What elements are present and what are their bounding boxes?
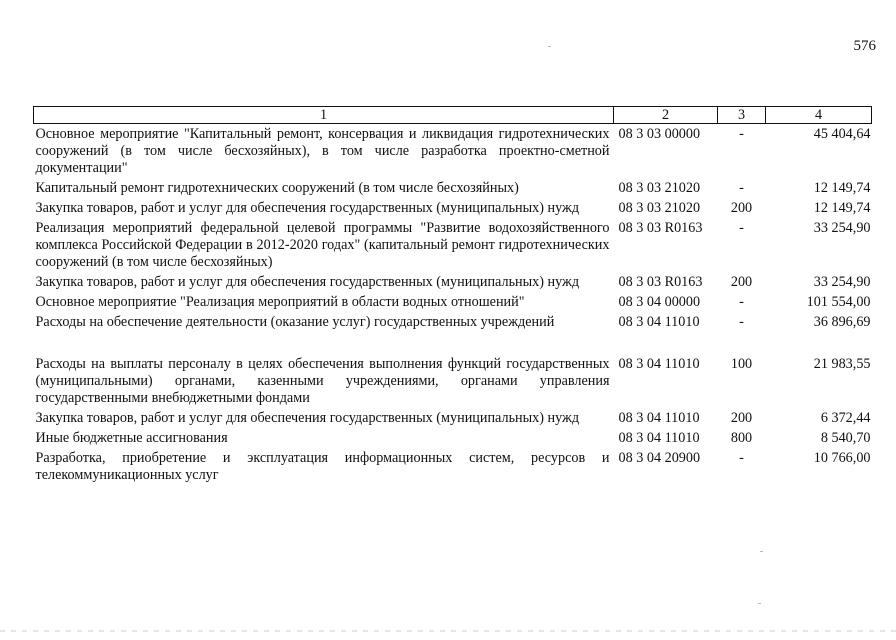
row-expense-type: 200 [730, 410, 753, 426]
row-description: Основное мероприятие "Реализация мероприятий в области водных отношений" [35, 294, 525, 310]
row-code: 08 3 04 11010 [618, 430, 700, 446]
row-expense-type: 100 [730, 356, 753, 372]
row-expense-type: - [739, 314, 744, 330]
table-row [34, 200, 872, 220]
row-description: Капитальный ремонт гидротехнических сооружений (в том числе бесхозяйных) [35, 180, 519, 196]
table-row [34, 294, 872, 314]
scan-speck [760, 551, 763, 552]
scan-speck [758, 603, 761, 604]
row-description: Разработка, приобретение и эксплуатация информационных систем, ресурсов и телекоммуникационных услуг [35, 450, 610, 483]
row-description: Закупка товаров, работ и услуг для обеспечения государственных (муниципальных) нужд [35, 200, 580, 216]
row-description: Расходы на обеспечение деятельности (оказание услуг) государственных учреждений [35, 314, 555, 330]
row-amount: 8 540,70 [820, 430, 871, 446]
table-header [34, 107, 872, 124]
row-code: 08 3 04 00000 [618, 294, 701, 310]
row-code: 08 3 03 R0163 [618, 220, 703, 236]
row-amount: 10 766,00 [813, 450, 871, 466]
row-description: Иные бюджетные ассигнования [35, 430, 228, 446]
row-expense-type: - [739, 126, 744, 142]
row-code: 08 3 04 11010 [618, 356, 700, 372]
row-code: 08 3 03 21020 [618, 200, 701, 216]
row-amount: 12 149,74 [813, 200, 871, 216]
table-body [34, 124, 872, 488]
row-description: Закупка товаров, работ и услуг для обеспечения государственных (муниципальных) нужд [35, 410, 580, 426]
table-row [34, 124, 872, 181]
row-expense-type: - [739, 294, 744, 310]
row-amount: 101 554,00 [806, 294, 871, 310]
row-description: Закупка товаров, работ и услуг для обеспечения государственных (муниципальных) нужд [35, 274, 580, 290]
table-row [34, 410, 872, 430]
table-row [34, 334, 872, 410]
page-number: 576 [853, 38, 876, 54]
row-expense-type: 200 [730, 274, 753, 290]
row-amount: 6 372,44 [820, 410, 871, 426]
row-code: 08 3 04 20900 [618, 450, 701, 466]
row-code: 08 3 04 11010 [618, 314, 700, 330]
row-description: Реализация мероприятий федеральной целевой программы "Развитие водохозяйственного комплекса Российской Федерации в 2012-2020 годах" (капитальный ремонт гидротехнических сооружений (в том числе бесхозяйных) [35, 220, 610, 270]
row-amount: 21 983,55 [813, 356, 871, 372]
row-code: 08 3 03 00000 [618, 126, 701, 142]
row-expense-type: - [739, 220, 744, 236]
row-amount: 45 404,64 [813, 126, 871, 142]
row-amount: 36 896,69 [813, 314, 871, 330]
table-row [34, 430, 872, 450]
budget-table [33, 106, 872, 487]
scan-noise-line [0, 630, 896, 632]
table-row [34, 274, 872, 294]
row-expense-type: 200 [730, 200, 753, 216]
table-row [34, 450, 872, 487]
row-amount: 12 149,74 [813, 180, 871, 196]
row-amount: 33 254,90 [813, 220, 871, 236]
column-header-amount: 4 [766, 107, 872, 124]
row-code: 08 3 03 R0163 [618, 274, 703, 290]
table-row [34, 314, 872, 334]
table-row [34, 180, 872, 200]
column-header-code: 2 [614, 107, 718, 124]
row-expense-type: 800 [730, 430, 753, 446]
table-row [34, 220, 872, 274]
row-description: Основное мероприятие "Капитальный ремонт, консервация и ликвидация гидротехнических сооружений (в том числе бесхозяйных), в том числе разработка проектно-сметной документации" [35, 126, 610, 176]
column-header-description: 1 [34, 107, 614, 124]
row-description: Расходы на выплаты персоналу в целях обеспечения выполнения функций государственных (муниципальными) органами, казенными учреждениями, органами управления государственными внебюджетными фондами [35, 356, 610, 406]
row-expense-type: - [739, 450, 744, 466]
row-amount: 33 254,90 [813, 274, 871, 290]
row-code: 08 3 04 11010 [618, 410, 700, 426]
scan-speck [548, 46, 551, 47]
header-row [34, 107, 872, 124]
row-code: 08 3 03 21020 [618, 180, 701, 196]
row-expense-type: - [739, 180, 744, 196]
column-header-expense-type: 3 [718, 107, 766, 124]
